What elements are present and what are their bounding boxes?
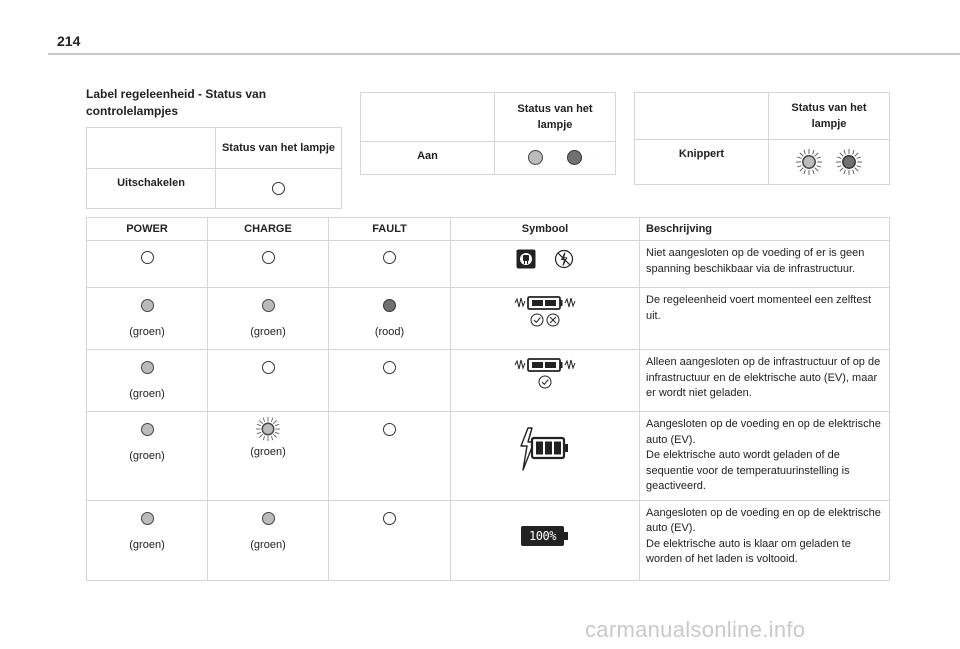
power-socket-icon (516, 249, 536, 269)
table-row (87, 288, 890, 350)
table-row (87, 350, 890, 412)
charge-lamp-off-icon (262, 251, 275, 264)
lamp-blinking-red-icon (835, 148, 863, 176)
legend-blink-header: Status van het lampje (769, 93, 890, 140)
row-2-description: De regeleenheid voert momenteel een zelftest uit. (640, 288, 890, 350)
charger-check-cross-icon (513, 294, 577, 328)
charger-check-icon (513, 356, 577, 390)
row-4-description: Aangesloten op de voeding en op de elektrische auto (EV). De elektrische auto wordt geladen of de sequentie voor de temperatuurinstelling is geactiveerd. (640, 412, 890, 501)
power-color-label: (groen) (129, 538, 165, 551)
charge-lamp-green-icon (262, 512, 275, 525)
charge-lamp-green-icon (262, 299, 275, 312)
power-color-label: (groen) (129, 326, 165, 338)
battery-percent-label: 100% (529, 528, 556, 543)
lamp-green-icon (528, 150, 543, 165)
power-lamp-off-icon (141, 251, 154, 264)
fault-lamp-off-icon (383, 423, 396, 436)
power-color-label: (groen) (129, 388, 165, 400)
fault-lamp-off-icon (383, 512, 396, 525)
table-row (87, 241, 890, 288)
lamp-blinking-green-icon (795, 148, 823, 176)
fault-lamp-red-icon (383, 299, 396, 312)
section-title: Label regeleenheid - Status van controlelampjes (86, 87, 267, 118)
status-table (86, 217, 890, 581)
fault-color-label: (rood) (374, 326, 405, 338)
col-header-description: Beschrijving (640, 218, 890, 241)
no-power-icon (554, 249, 574, 269)
col-header-power: POWER (87, 218, 208, 241)
power-lamp-green-icon (141, 299, 154, 312)
table-header-row (87, 218, 890, 241)
legend-off-header: Status van het lampje (216, 128, 342, 169)
col-header-fault: FAULT (329, 218, 451, 241)
charge-lamp-blinking-green-icon (255, 416, 281, 442)
legend-off-table (86, 127, 342, 209)
table-row (87, 412, 890, 501)
battery-full-icon (521, 526, 569, 546)
lamp-off-icon (272, 182, 285, 195)
table-row (87, 500, 890, 580)
fault-lamp-off-icon (383, 251, 396, 264)
row-1-description: Niet aangesloten op de voeding of er is geen spanning beschikbaar via de infrastructuur. (640, 241, 890, 288)
power-color-label: (groen) (129, 450, 165, 462)
col-header-symbol: Symbool (451, 218, 640, 241)
page-number: 214 (57, 33, 81, 49)
fault-lamp-off-icon (383, 361, 396, 374)
charge-color-label: (groen) (250, 446, 286, 458)
watermark: carmanualsonline.info (585, 617, 806, 642)
legend-on-table (360, 92, 616, 175)
row-5-description: Aangesloten op de voeding en op de elektrische auto (EV). De elektrische auto is klaar om geladen te worden of het laden is voltooid. (640, 500, 890, 580)
legend-on-label: Aan (361, 141, 495, 174)
battery-charging-icon (518, 426, 572, 472)
legend-on-header: Status van het lampje (495, 93, 616, 142)
col-header-charge: CHARGE (208, 218, 329, 241)
row-3-description: Alleen aangesloten op de infrastructuur of op de infrastructuur en de elektrische auto (EV), maar er wordt niet geladen. (640, 350, 890, 412)
legend-blink-table (634, 92, 890, 185)
lamp-red-icon (567, 150, 582, 165)
charge-lamp-off-icon (262, 361, 275, 374)
legend-blink-label: Knippert (635, 140, 769, 185)
legend-off-label: Uitschakelen (87, 169, 216, 209)
power-lamp-green-icon (141, 361, 154, 374)
header-divider (48, 53, 960, 55)
power-lamp-green-icon (141, 512, 154, 525)
power-lamp-green-icon (141, 423, 154, 436)
charge-color-label: (groen) (250, 538, 286, 551)
charge-color-label: (groen) (250, 326, 286, 338)
